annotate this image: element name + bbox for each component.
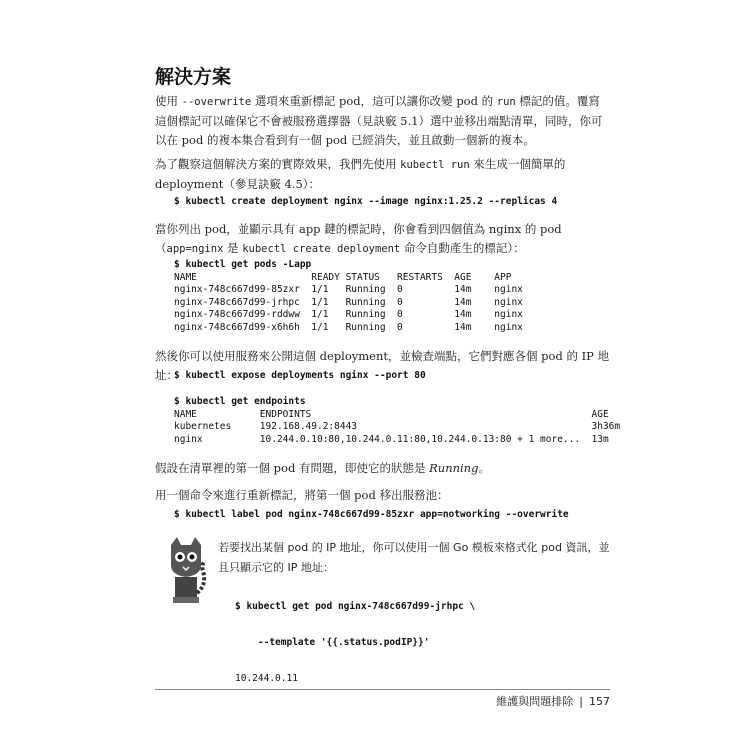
code-command: $ kubectl expose deployments nginx --port 80 [174,370,426,381]
paragraph-2: 為了觀察這個解決方案的實際效果，我們先使用 kubectl run 來生成一個簡單的 deployment（參見訣竅 4.5）： [155,157,566,191]
paragraph-3: 當你列出 pod，並顯示具有 app 鍵的標記時，你會看到四個值為 nginx 的 pod（app=nginx 是 kubectl create deployment 命令自動產生的標記）： [155,222,562,255]
footer-rule [155,689,610,690]
paragraph-4: 然後你可以使用服務來公開這個 deployment，並檢查端點，它們對應各個 pod 的 IP 地址： [155,349,610,382]
code-command: $ kubectl create deployment nginx --image nginx:1.25.2 --replicas 4 [174,196,558,207]
endpoints-code-block [174,396,620,446]
section-heading: 解決方案 [155,66,232,88]
code-command: $ kubectl get endpoints [174,396,306,407]
output-row: nginx-748c667d99-85zxr 1/1 Running 0 14m nginx [174,284,523,295]
output-row: kubernetes 192.168.49.2:8443 3h36m [174,421,621,432]
footer-section: 維護與問題排除 [496,695,574,708]
tip-text: 若要找出某個 pod 的 IP 地址，你可以使用一個 Go 模板來格式化 pod 資訊，並且只顯示它的 IP 地址： [218,541,610,574]
inline-code: --overwrite [181,96,252,108]
inline-code: kubectl create deployment [242,243,401,255]
paragraph-1: 使用 --overwrite 選項來重新標記 pod，這可以讓你改變 pod 的 run 標記的值。覆寫這個標記可以確保它不會被服務選擇器（見訣竅 5.1）選中並移出端點清單，同時，你可以在 pod 的複本集合看到有一個 pod 已經消失，並且啟動一個新的複本。 [155,94,603,147]
output-header-row: NAME ENDPOINTS AGE [174,408,609,420]
inline-code: kubectl run [400,159,470,171]
paragraph-5: 假設在清單裡的第一個 pod 有問題，即使它的狀態是 Running。 [155,461,490,475]
inline-code: app=nginx [166,243,224,255]
paragraph-6: 用一個命令來進行重新標記，將第一個 pod 移出服務池： [155,488,449,502]
output-row: nginx 10.244.0.10:80,10.244.0.11:80,10.244.0.13:80 + 1 more... 13m [174,433,609,445]
output-row: nginx-748c667d99-jrhpc 1/1 Running 0 14m nginx [174,296,523,308]
output-row: nginx-748c667d99-rddww 1/1 Running 0 14m nginx [174,309,523,320]
code-command: $ kubectl get pods -Lapp [174,259,312,270]
lemur-tip-icon [165,535,207,607]
page-number: 157 [589,695,610,708]
tip-code-block: $ kubectl get pod nginx-748c667d99-jrhpc \ --template '{{.status.podIP}}' 10.244.0.11 [235,601,476,684]
inline-code: run [496,96,516,108]
page-footer: 維護與問題排除 | 157 [496,695,610,708]
output-header-row: NAME READY STATUS RESTARTS AGE APP [174,271,512,283]
pods-code-block [174,259,523,334]
code-command: $ kubectl label pod nginx-748c667d99-85zxr app=notworking --overwrite [174,509,569,520]
output-row: nginx-748c667d99-x6h6h 1/1 Running 0 14m nginx [174,321,523,333]
